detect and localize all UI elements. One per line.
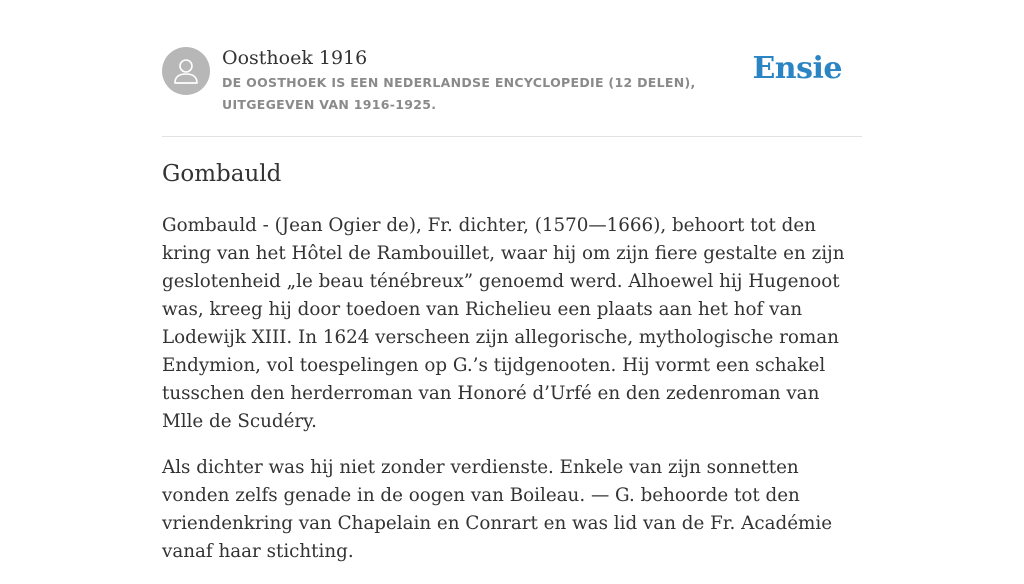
source-description: DE OOSTHOEK IS EEN NEDERLANDSE ENCYCLOPEDIE (12 DELEN), UITGEGEVEN VAN 1916-1925. bbox=[222, 75, 696, 112]
source-title[interactable]: Oosthoek 1916 bbox=[222, 47, 368, 69]
brand-logo[interactable]: Ensie bbox=[752, 51, 842, 86]
article-paragraph: Gombauld - (Jean Ogier de), Fr. dichter, (1570—1666), behoort tot den kring van het Hôtel de Rambouillet, waar hij om zijn fiere gestalte en zijn geslotenheid „le beau ténébreux” genoemd werd. Alhoewel hij Hugenoot was, kreeg hij door toedoen van Richelieu een plaats aan het hof van Lodewijk XIII. In 1624 verscheen zijn allegorische, mythologische roman Endymion, vol toespelingen op G.’s tijdgenooten. Hij vormt een schakel tusschen den herderroman van Honoré d’Urfé en den zedenroman van Mlle de Scudéry. bbox=[162, 215, 845, 432]
article-paragraph: Als dichter was hij niet zonder verdienste. Enkele van zijn sonnetten vonden zelfs genade in de oogen van Boileau. — G. behoorde tot den vriendenkring van Chapelain en Conrart en was lid van de Fr. Académie vanaf haar stichting. bbox=[162, 457, 833, 562]
source-avatar[interactable] bbox=[162, 47, 210, 95]
source-header bbox=[162, 40, 862, 137]
article-title: Gombauld bbox=[162, 161, 282, 187]
user-icon bbox=[162, 47, 210, 95]
article-body bbox=[162, 212, 866, 584]
